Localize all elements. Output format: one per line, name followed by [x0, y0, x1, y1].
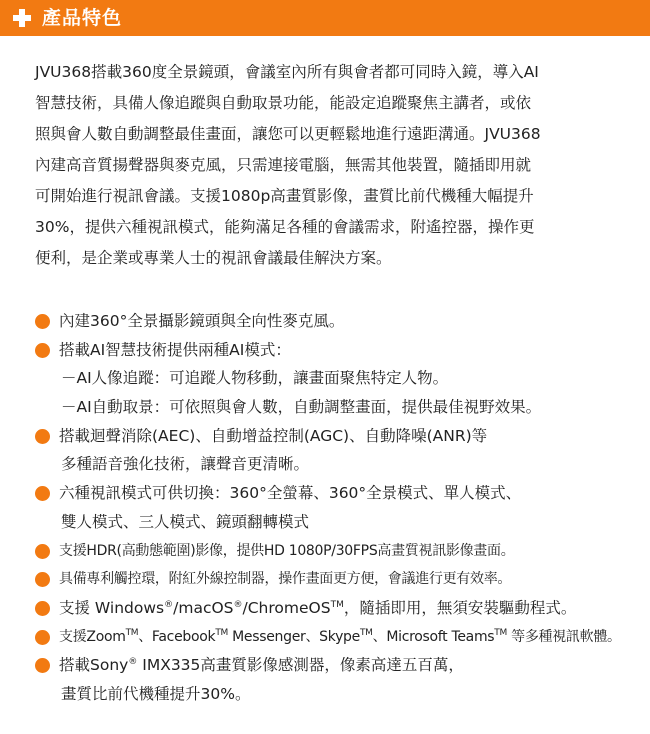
- os-support-prefix: 支援 Windows: [59, 598, 165, 617]
- bullet-icon: [35, 572, 50, 587]
- software-name: Messenger、Skype: [228, 628, 360, 645]
- feature-text: 支援HDR(高動態範圍)影像，提供HD 1080P/30FPS高畫質視訊影像畫面。: [59, 542, 515, 559]
- feature-item: [35, 537, 645, 566]
- feature-item: [35, 565, 645, 594]
- feature-text: 具備專利觸控環，附紅外線控制器，操作畫面更方便，會議進行更有效率。: [59, 571, 512, 588]
- feature-text: [59, 651, 464, 680]
- software-prefix: 支援Zoom: [59, 628, 126, 645]
- feature-item: [35, 651, 645, 680]
- registered-mark: ®: [233, 599, 243, 610]
- bullet-icon: [35, 486, 50, 501]
- os-name: /ChromeOS: [242, 598, 331, 617]
- os-name: /macOS: [173, 598, 234, 617]
- feature-text: 內建360°全景攝影鏡頭與全向性麥克風。: [59, 312, 345, 330]
- software-name: 、Facebook: [138, 628, 216, 645]
- os-support-suffix: ，隨插即用，無須安裝驅動程式。: [343, 598, 577, 617]
- sensor-suffix: IMX335高畫質影像感測器，像素高達五百萬，: [137, 656, 464, 675]
- bullet-icon: [35, 314, 50, 329]
- feature-text: 六種視訊模式可供切換：360°全螢幕、360°全景模式、單人模式、: [59, 484, 522, 503]
- registered-mark: ®: [164, 599, 174, 610]
- bullet-icon: [35, 601, 50, 616]
- feature-item: [35, 422, 645, 451]
- intro-paragraph: [35, 57, 625, 274]
- intro-line: 可開始進行視訊會議。支援1080p高畫質影像，畫質比前代機種大幅提升: [35, 187, 534, 205]
- trademark-mark: TM: [215, 627, 228, 638]
- feature-subitem: [35, 393, 645, 422]
- feature-text: [59, 594, 576, 623]
- bullet-icon: [35, 429, 50, 444]
- feature-continuation: [35, 680, 645, 709]
- intro-line: 智慧技術，具備人像追蹤與自動取景功能，能設定追蹤聚焦主講者，或依: [35, 94, 532, 112]
- intro-line: 便利，是企業或專業人士的視訊會議最佳解決方案。: [35, 249, 392, 267]
- feature-subtext: 多種語音強化技術，讓聲音更清晰。: [61, 455, 310, 474]
- feature-continuation: [35, 508, 645, 537]
- bullet-icon: [35, 343, 50, 358]
- intro-line: 照與會人數自動調整最佳畫面，讓您可以更輕鬆地進行遠距溝通。JVU368: [35, 125, 541, 143]
- bullet-icon: [35, 630, 50, 645]
- feature-item: [35, 336, 645, 365]
- trademark-mark: TM: [125, 627, 139, 638]
- trademark-mark: TM: [330, 599, 344, 610]
- sensor-prefix: 搭載Sony: [59, 656, 129, 675]
- feature-text: 搭載迴聲消除(AEC)、自動增益控制(AGC)、自動降噪(ANR)等: [59, 426, 488, 445]
- registered-mark: ®: [128, 657, 138, 668]
- software-name: 、Microsoft Teams: [372, 628, 495, 645]
- feature-item: [35, 623, 645, 652]
- intro-line: 內建高音質揚聲器與麥克風，只需連接電腦，無需其他裝置，隨插即用就: [35, 156, 532, 174]
- feature-item: [35, 307, 645, 336]
- trademark-mark: TM: [359, 627, 373, 638]
- feature-text: 搭載AI智慧技術提供兩種AI模式：: [59, 340, 291, 359]
- bullet-icon: [35, 658, 50, 673]
- feature-subtext: 畫質比前代機種提升30%。: [61, 684, 251, 703]
- feature-subtext: －AI自動取景：可依照與會人數，自動調整畫面，提供最佳視野效果。: [61, 398, 542, 417]
- bullet-icon: [35, 544, 50, 559]
- feature-subtext: 雙人模式、三人模式、鏡頭翻轉模式: [61, 512, 310, 531]
- section-header: [0, 0, 650, 36]
- feature-continuation: [35, 450, 645, 479]
- intro-line: 30%，提供六種視訊模式，能夠滿足各種的會議需求，附遙控器，操作更: [35, 218, 535, 236]
- feature-subtext: －AI人像追蹤：可追蹤人物移動，讓畫面聚焦特定人物。: [61, 369, 449, 388]
- feature-item: [35, 479, 645, 508]
- feature-list: [35, 307, 645, 709]
- trademark-mark: TM: [494, 627, 507, 638]
- feature-subitem: [35, 364, 645, 393]
- plus-icon: [13, 9, 31, 27]
- feature-text: [59, 623, 621, 652]
- feature-item: [35, 594, 645, 623]
- software-suffix: 等多種視訊軟體。: [506, 628, 621, 645]
- intro-line: JVU368搭載360度全景鏡頭，會議室內所有與會者都可同時入鏡，導入AI: [35, 63, 539, 81]
- section-title: 產品特色: [42, 7, 123, 29]
